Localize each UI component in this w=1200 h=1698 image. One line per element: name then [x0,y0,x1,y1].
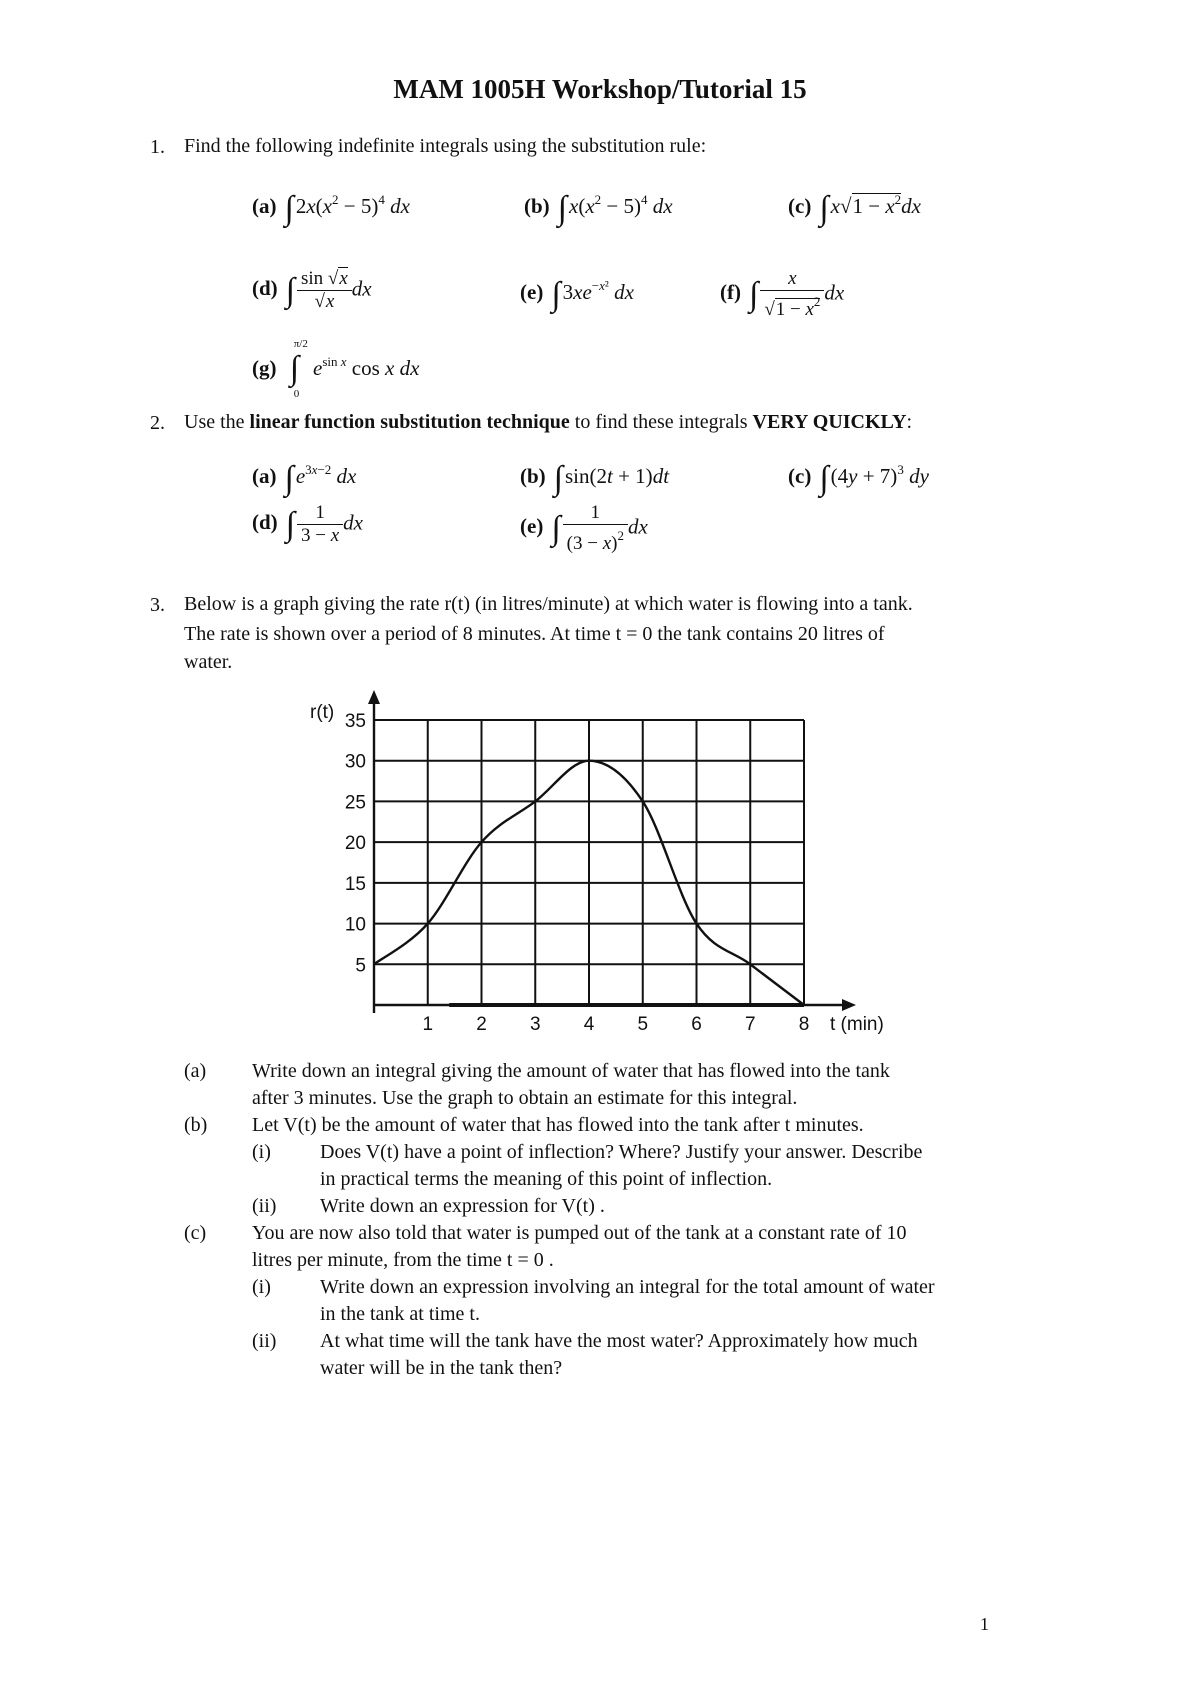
q1-instruction: Find the following indefinite integrals using the substitution rule: [184,135,707,157]
q2-item-d: (d) ∫ $\frac{1}{3 - x}$ dx [252,502,363,546]
y-axis-label: r(t) [310,702,335,723]
q1-number: 1. [150,136,165,158]
y-tick-label: 25 [344,792,366,814]
part-c-i-line1: (i) Write down an expression involving an integral for the total amount of water [252,1276,935,1298]
x-axis-arrow [842,999,856,1011]
chart-tick-labels [345,711,809,1035]
x-tick-label: 1 [422,1014,434,1035]
part-c-line2: litres per minute, from the time t = 0 . [252,1249,554,1271]
y-tick-label: 15 [344,873,366,895]
part-b: (b) Let V(t) be the amount of water that has flowed into the tank after t minutes. [184,1114,864,1136]
q3-parts [184,1058,1004,1382]
part-b-ii: (ii) Write down an expression for V(t) . [252,1195,605,1217]
x-axis-label: t (min) [830,1014,884,1035]
part-c-ii-line1: (ii) At what time will the tank have the most water? Approximately how much [252,1330,918,1352]
y-axis-arrow [368,690,380,704]
x-tick-label: 6 [691,1014,702,1035]
q1-item-f: (f) ∫ $\frac{x}{√1 - x^2}$ dx [720,268,845,320]
q3-line-2: The rate is shown over a period of 8 minutes. At time t = 0 the tank contains 20 litres of [184,623,885,645]
part-a-line1: (a) Write down an integral giving the amount of water that has flowed into the tank [184,1060,890,1082]
y-tick-label: 20 [344,833,366,855]
chart-grid [374,720,804,1005]
q3-line-1: Below is a graph giving the rate r(t) (in litres/minute) at which water is flowing into a tank. [184,593,913,615]
q3-line-3: water. [184,651,233,673]
part-b-i-line2: in practical terms the meaning of this point of inflection. [320,1168,773,1190]
y-tick-label: 35 [344,711,366,732]
y-tick-label: 10 [344,914,366,936]
q1-item-e: (e) $\int 3xe^{-x^2}$ dx [520,276,634,313]
part-c-line1: (c) You are now also told that water is pumped out of the tank at a constant rate of 10 [184,1222,907,1244]
q1-item-a: (a) $\int 2x(x^2 - 5)^4$ dx [252,190,410,227]
q2-item-b: (b) ∫sin(2t + 1)dt [520,460,670,497]
y-tick-label: 30 [344,751,366,773]
page-number: 1 [980,1614,989,1634]
q1-item-c: (c) $\int x√1 - x^2dx$ [788,190,921,227]
q2-item-a: (a) $\int e^{3x-2}$ dx [252,460,357,497]
part-c-ii-line2: water will be in the tank then? [320,1357,563,1379]
x-tick-label: 5 [637,1014,649,1035]
x-tick-label: 2 [476,1014,487,1035]
rate-chart [300,680,920,1050]
q2-item-e: (e) ∫ $\frac{1}{(3 - x)^2}$ dx [520,502,648,554]
x-tick-label: 8 [798,1014,810,1035]
q2-number: 2. [150,412,165,434]
part-b-i-line1: (i) Does V(t) have a point of inflection? Where? Justify your answer. Describe [252,1141,923,1163]
q2-item-c: (c) $\int(4y + 7)^3$ dy [788,460,929,497]
part-a-line2: after 3 minutes. Use the graph to obtain an estimate for this integral. [252,1087,798,1109]
x-tick-label: 3 [529,1014,541,1035]
q1-item-d: (d) ∫ $\frac{\sin √x}{√x}$ dx [252,268,372,312]
x-tick-label: 4 [583,1014,595,1035]
part-c-i-line2: in the tank at time t. [320,1303,480,1325]
page-title: MAM 1005H Workshop/Tutorial 15 [393,74,807,104]
q1-item-g: (g) π/2 ∫ 0 $e^{sin x}$ cos x dx [252,338,420,400]
q2-instruction: Use the linear function substitution technique to find these integrals VERY QUICKLY: [184,411,913,433]
x-tick-label: 7 [744,1014,756,1035]
q1-item-b: (b) $\int x(x^2 - 5)^4$ dx [524,190,673,227]
q3-number: 3. [150,594,165,616]
y-tick-label: 5 [355,955,366,977]
